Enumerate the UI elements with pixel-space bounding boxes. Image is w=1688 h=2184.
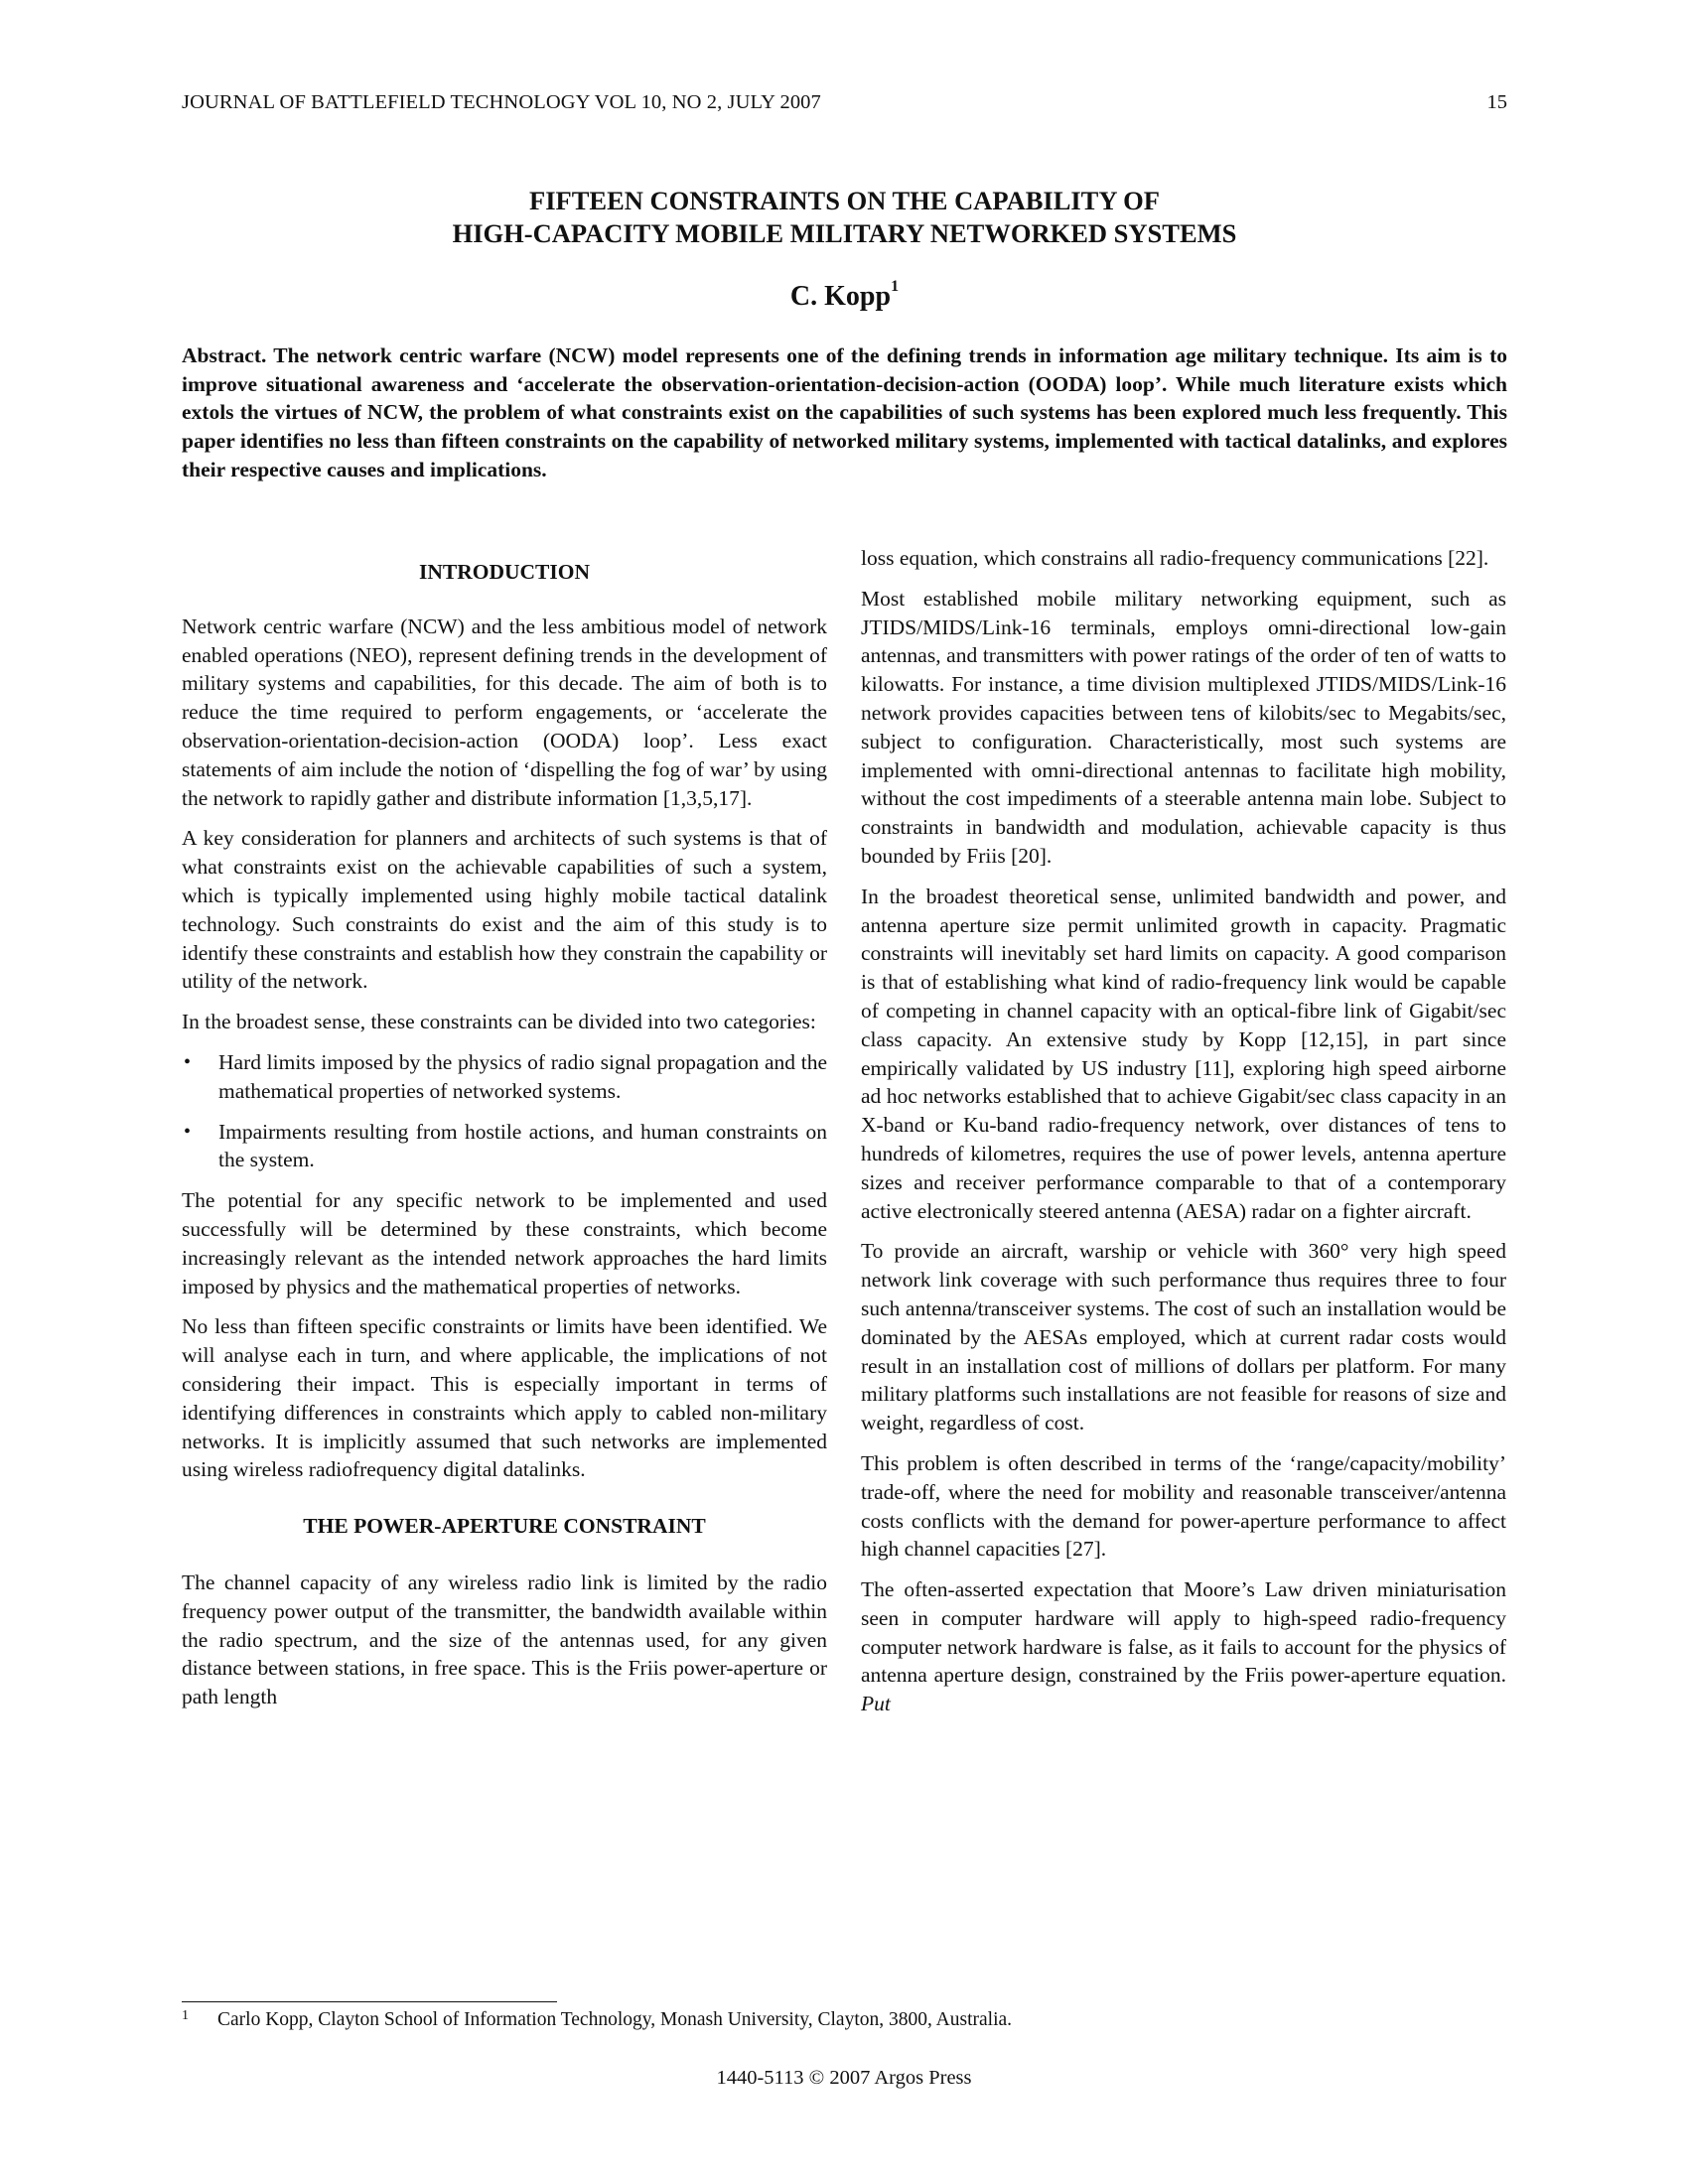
paper-title — [182, 185, 1507, 250]
paragraph: To provide an aircraft, warship or vehicle with 360° very high speed network link coverage with such performance thus requires three to four such antenna/transceiver systems. The cost of such an installation would be dominated by the AESAs employed, which at current radar costs would result in an installation cost of millions of dollars per platform. For many military platforms such installations are not feasible for reasons of size and weight, regardless of cost. — [861, 1239, 1506, 1435]
bullet-list — [182, 1048, 827, 1174]
section-heading-introduction: INTRODUCTION — [418, 560, 591, 584]
author-line — [182, 277, 1507, 313]
author-name: C. Kopp — [789, 281, 892, 312]
paragraph: This problem is often described in terms of the ‘range/capacity/mobility’ trade-off, where the need for mobility and reasonable transceiver/antenna costs conflicts with the demand for power-aperture performance to affect high channel capacities [27]. — [861, 1450, 1506, 1562]
bullet-icon: • — [184, 1120, 192, 1143]
title-line-1: FIFTEEN CONSTRAINTS ON THE CAPABILITY OF — [529, 186, 1160, 215]
paragraph: Most established mobile military networking equipment, such as JTIDS/MIDS/Link-16 terminals, employs omni-directional low-gain antennas, and transmitters with power ratings of the order of ten of watts to kilowatts. For instance, a time division multiplexed JTIDS/MIDS/Link-16 network provides capacities between tens of kilobits/sec to Megabits/sec, subject to configuration. Characteristically, most such systems are implemented with omni-directional antennas to facilitate high mobility, without the cost impediments of a steerable antenna main lobe. Subject to constraints in bandwidth and modulation, achievable capacity is thus bounded by Friis [20]. — [861, 586, 1506, 868]
page-number: 15 — [1486, 91, 1507, 113]
right-column — [861, 544, 1506, 1730]
paragraph: The potential for any specific network to be implemented and used successfully will be determined by these constraints, which become increasingly relevant as the intended network approaches the hard limits imposed by physics and the mathematical properties of networks. — [182, 1188, 827, 1298]
bullet-text: Impairments resulting from hostile actions, and human constraints on the system. — [218, 1119, 827, 1172]
footnote-rule — [182, 2001, 557, 2002]
bullet-item — [182, 1048, 827, 1106]
footnote-mark: 1 — [182, 2008, 189, 2023]
page-footer: 1440-5113 © 2007 Argos Press — [716, 2067, 972, 2089]
paragraph: In the broadest theoretical sense, unlimited bandwidth and power, and antenna aperture size permit unlimited growth in capacity. Pragmatic constraints will inevitably set hard limits on capacity. A good comparison is that of establishing what kind of radio-frequency link would be capable of competing in channel capacity with an optical-fibre link of Gigabit/sec class capacity. An extensive study by Kopp [12,15], in part since empirically validated by US industry [11], exploring high speed airborne ad hoc networks established that to achieve Gigabit/sec class capacity in an X-band or Ku-band radio-frequency network, over distances of tens to hundreds of kilometres, requires the use of power levels, antenna aperture sizes and receiver performance comparable to that of a contemporary active electronically steered antenna (AESA) radar on a fighter aircraft. — [861, 884, 1506, 1223]
paragraph: No less than fifteen specific constraints or limits have been identified. We will analyse each in turn, and where applicable, the implications of not considering their impact. This is especially important in terms of identifying differences in constraints which apply to cabled non-military networks. It is implicitly assumed that such networks are implemented using wireless radiofrequency digital datalinks. — [182, 1314, 827, 1482]
title-line-2: HIGH-CAPACITY MOBILE MILITARY NETWORKED SYSTEMS — [452, 218, 1237, 248]
footnote-text: Carlo Kopp, Clayton School of Information Technology, Monash University, Clayton, 3800, Australia. — [217, 2009, 1013, 2030]
paragraph: The channel capacity of any wireless radio link is limited by the radio frequency power output of the transmitter, the bandwidth available within the radio spectrum, and the size of the antennas used, for any given distance between stations, in free space. This is the Friis power-aperture or path length — [182, 1570, 827, 1709]
section-heading-power-aperture: THE POWER-APERTURE CONSTRAINT — [303, 1514, 706, 1539]
running-header — [182, 91, 1507, 121]
abstract: Abstract. The network centric warfare (NCW) model represents one of the defining trends in information age military technique. Its aim is to improve situational awareness and ‘accelerate the observation-orientation-decision-action (OODA) loop’. While much literature exists which extols the virtues of NCW, the problem of what constraints exist on the capabilities of such systems has been explored much less frequently. This paper identifies no less than fifteen constraints on the capability of networked military systems, implemented with tactical datalinks, and explores their respective causes and implications. — [182, 343, 1507, 481]
paragraph-text: The often-asserted expectation that Moore’s Law driven miniaturisation seen in computer hardware will apply to high-speed radio-frequency computer network hardware is false, as it fails to account for the physics of antenna aperture design, constrained by the Friis power-aperture equation. — [861, 1577, 1506, 1688]
bullet-icon: • — [184, 1050, 192, 1073]
paragraph: loss equation, which constrains all radio-frequency communications [22]. — [861, 546, 1489, 570]
paragraph: A key consideration for planners and architects of such systems is that of what constraints exist on the achievable capabilities of such a system, which is typically implemented using highly mobile tactical datalink technology. Such constraints do exist and the aim of this study is to identify these constraints and establish how they constrain the capability or utility of the network. — [182, 826, 827, 994]
journal-title: JOURNAL OF BATTLEFIELD TECHNOLOGY VOL 10, NO 2, JULY 2007 — [182, 91, 821, 113]
author-footnote-mark: 1 — [891, 277, 900, 295]
paragraph: Network centric warfare (NCW) and the less ambitious model of network enabled operations (NEO), represent defining trends in the development of military systems and capabilities, for this decade. The aim of both is to reduce the time required to perform engagements, or ‘accelerate the observation-orientation-decision-action (OODA) loop’. Less exact statements of aim include the notion of ‘dispelling the fog of war’ by using the network to rapidly gather and distribute information [1,3,5,17]. — [182, 614, 827, 810]
left-column — [182, 544, 827, 1723]
italic-word: Put — [861, 1692, 891, 1716]
bullet-item — [182, 1118, 827, 1175]
bullet-text: Hard limits imposed by the physics of radio signal propagation and the mathematical properties of networked systems. — [218, 1049, 827, 1103]
paragraph: In the broadest sense, these constraints can be divided into two categories: — [182, 1010, 816, 1034]
paragraph — [861, 1575, 1506, 1718]
